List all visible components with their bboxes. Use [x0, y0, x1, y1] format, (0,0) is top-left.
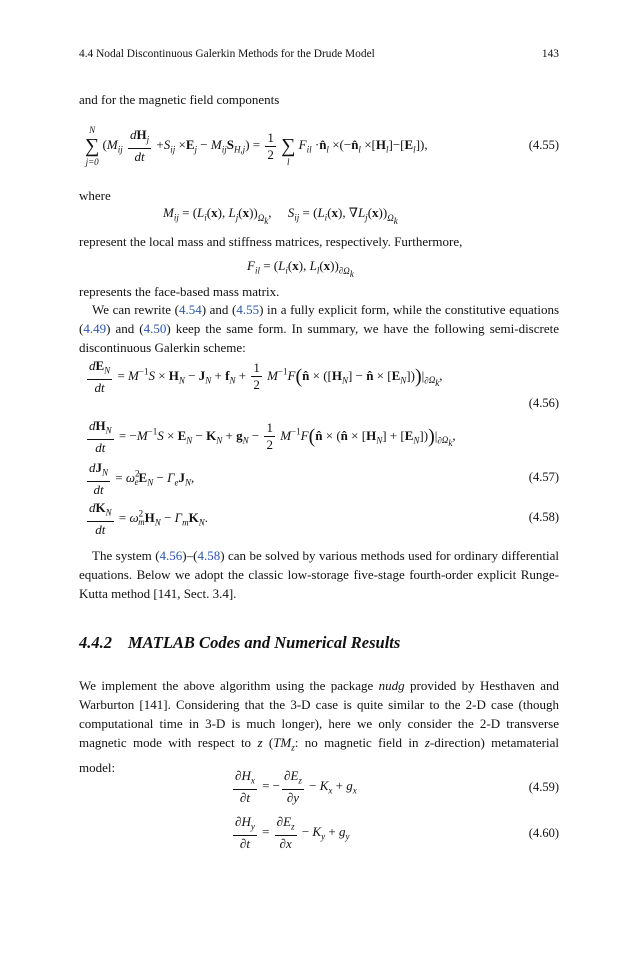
running-head	[79, 48, 559, 60]
paragraph-where: where	[79, 188, 111, 203]
equation-number: (4.56)	[528, 396, 559, 410]
running-head-title: 4.4 Nodal Discontinuous Galerkin Methods for the Drude Model	[79, 48, 375, 60]
ref-link-4-49[interactable]: 4.49	[83, 321, 107, 336]
ref-link-4-56[interactable]: 4.56	[159, 548, 183, 563]
ref-link-4-55[interactable]: 4.55	[236, 302, 260, 317]
ref-link-4-58[interactable]: 4.58	[197, 548, 221, 563]
paragraph-rewrite: We can rewrite (4.54) and (4.55) in a fully explicit form, while the constitutive equations (4.49) and (4.50) keep the same form. In summary, we have the following semi-discrete discontinuous Galerkin scheme:	[79, 302, 559, 355]
equation-4-58: $\frac{dK_N}{dt}$ = $\omega^2_mH_N - \Gamma_mK_N$. (4.58)	[89, 500, 559, 537]
equation-4-59: $\frac{\partial H_x}{\partial t}$ = − $\frac{\partial E_z}{\partial y}$ − $K_x + g_x$ (4.59)	[235, 768, 559, 805]
equation-4-56: $\frac{dE_N}{dt}$ = $M^{-1}S \times H_N - J_N + f_N$ + $\frac{1}{2}$ $M^{-1}F(n̂ \times ([H_N]$ − n̂ × $[E_N]))|_{\partial\Omega_k}$, (4.56)	[89, 358, 559, 410]
section-number: 4.4.2	[79, 633, 112, 652]
equation-number: (4.57)	[528, 470, 559, 484]
equation-4-55: N ∑ j=0 ($M_{ij}$ $\frac{dH_j}{dt}$ $+S_{ij} \times E_j - M_{ij}S_{H,j}$) = $\frac{1}{2}$ ∑ l $F_{il}$ $\cdot n̂_l$ $\times(-n̂_l \times[H_l]-[E_l])$, (4.55)	[85, 125, 559, 167]
ref-link-4-54[interactable]: 4.54	[178, 302, 202, 317]
equation-number: (4.55)	[528, 138, 559, 152]
paragraph-intro: and for the magnetic field components	[79, 92, 280, 107]
equation-number: (4.58)	[528, 510, 559, 524]
paragraph-implementation: We implement the above algorithm using the package nudg provided by Hesthaven and Warburton [141]. Considering that the 3-D case is quite similar to the 2-D case (though computational time in 3-D is much longer), here we only consider the 2-D transverse magnetic mode with respect to z ($TM_z$: no magnetic field in z-direction) metamaterial model:	[79, 678, 560, 775]
paragraph-local-matrices: represent the local mass and stiffness matrices, respectively. Furthermore,	[79, 234, 463, 249]
equation-4-60: $\frac{\partial H_y}{\partial t}$ = $\frac{\partial E_z}{\partial x}$ − $K_y + g_y$ (4.60)	[235, 814, 559, 851]
section-title: MATLAB Codes and Numerical Results	[128, 633, 401, 652]
equation-number: (4.59)	[528, 780, 559, 794]
page-number: 143	[541, 48, 559, 60]
equation-number: (4.60)	[528, 826, 559, 840]
section-heading	[79, 633, 400, 653]
equation-4-57: $\frac{dJ_N}{dt}$ = $\omega^2_eE_N - \Gamma_eJ_N$, (4.57)	[89, 460, 559, 497]
paragraph-face-mass: represents the face-based mass matrix.	[79, 284, 280, 299]
paragraph-system: The system (4.56)–(4.58) can be solved by various methods used for ordinary differential equations. Below we adopt the classic low-storage five-stage fourth-order explicit Runge-Kutta method [141, Sect. 3.4].	[79, 548, 559, 601]
ref-link-4-50[interactable]: 4.50	[143, 321, 167, 336]
